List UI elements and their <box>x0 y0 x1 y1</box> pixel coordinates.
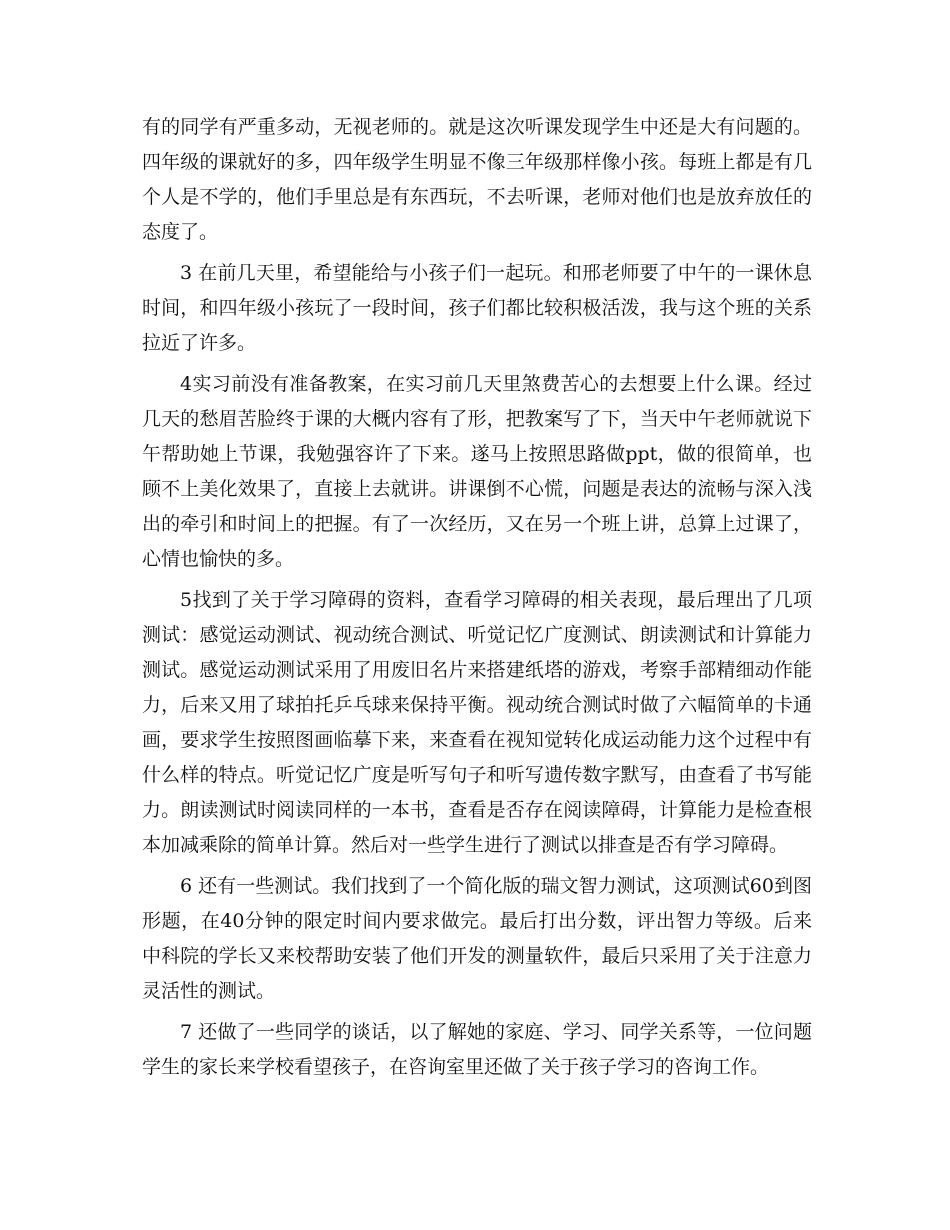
paragraph-4: 4实习前没有准备教案，在实习前几天里煞费苦心的去想要上什么课。经过几天的愁眉苦脸终于课的大概内容有了形，把教案写了下，当天中午老师就说下午帮助她上节课，我勉强容许了下来。遂马上按照思路做ppt，做的很简单，也顾不上美化效果了，直接上去就讲。讲课倒不心慌，问题是表达的流畅与深入浅出的牵引和时间上的把握。有了一次经历，又在另一个班上讲，总算上过课了，心情也愉快的多。 <box>142 373 812 570</box>
paragraph-3: 3 在前几天里，希望能给与小孩子们一起玩。和邢老师要了中午的一课休息时间，和四年级小孩玩了一段时间，孩子们都比较积极活泼，我与这个班的关系拉近了许多。 <box>142 262 812 354</box>
paragraph-5: 5找到了关于学习障碍的资料，查看学习障碍的相关表现，最后理出了几项测试：感觉运动测试、视动统合测试、听觉记忆广度测试、朗读测试和计算能力测试。感觉运动测试采用了用废旧名片来搭建纸塔的游戏，考察手部精细动作能力，后来又用了球拍托乒乓球来保持平衡。视动统合测试时做了六幅简单的卡通画，要求学生按照图画临摹下来，来查看在视知觉转化成运动能力这个过程中有什么样的特点。听觉记忆广度是听写句子和听写遗传数字默写，由查看了书写能力。朗读测试时阅读同样的一本书，查看是否存在阅读障碍，计算能力是检查根本加减乘除的简单计算。然后对一些学生进行了测试以排查是否有学习障碍。 <box>142 589 812 856</box>
paragraph-6: 6 还有一些测试。我们找到了一个简化版的瑞文智力测试，这项测试60到图形题，在40分钟的限定时间内要求做完。最后打出分数，评出智力等级。后来中科院的学长又来校帮助安装了他们开发的测量软件，最后只采用了关于注意力灵活性的测试。 <box>142 875 812 1002</box>
paragraph-7: 7 还做了一些同学的谈话，以了解她的家庭、学习、同学关系等，一位问题学生的家长来学校看望孩子，在咨询室里还做了关于孩子学习的咨询工作。 <box>142 1021 812 1078</box>
document-body <box>142 110 812 1091</box>
paragraph-continuation: 有的同学有严重多动，无视老师的。就是这次听课发现学生中还是大有问题的。四年级的课就好的多，四年级学生明显不像三年级那样像小孩。每班上都是有几个人是不学的，他们手里总是有东西玩，不去听课，老师对他们也是放弃放任的态度了。 <box>142 116 812 243</box>
